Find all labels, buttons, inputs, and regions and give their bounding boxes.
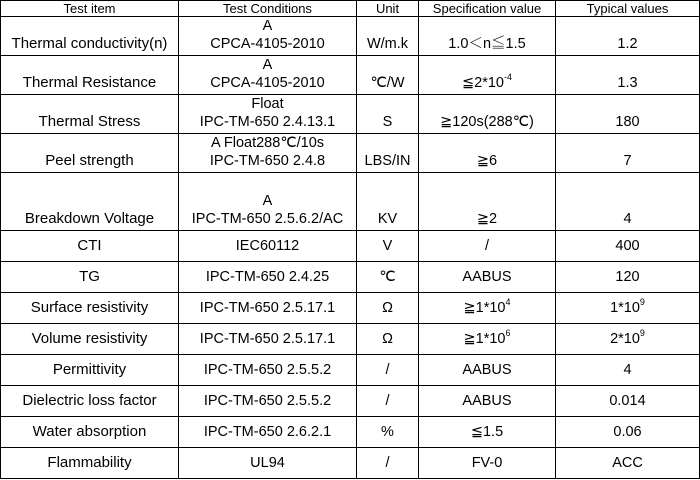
table-row bbox=[1, 262, 700, 293]
unit-label: Ω bbox=[382, 331, 393, 347]
test-conditions-cell bbox=[179, 95, 357, 134]
specification-exponent: 4 bbox=[505, 297, 511, 308]
specification-value: AABUS bbox=[462, 269, 512, 285]
test-item-label: Surface resistivity bbox=[30, 299, 149, 316]
test-condition-line: A Float288℃/10s bbox=[210, 135, 325, 151]
typical-value: 0.06 bbox=[613, 424, 642, 440]
specification-exponent: -4 bbox=[503, 72, 512, 83]
table-row bbox=[1, 293, 700, 324]
unit-label: KV bbox=[377, 211, 398, 227]
specification-value: 1.0＜n≦1.5 bbox=[448, 36, 526, 52]
test-item-label: Thermal Stress bbox=[38, 113, 141, 130]
test-item-cell bbox=[1, 386, 179, 417]
test-item-label: Volume resistivity bbox=[31, 330, 148, 347]
test-item-cell bbox=[1, 417, 179, 448]
test-item-label: CTI bbox=[77, 237, 102, 254]
test-conditions-cell bbox=[179, 324, 357, 355]
test-conditions-cell bbox=[179, 355, 357, 386]
unit-label: S bbox=[382, 114, 393, 130]
unit-label: ℃ bbox=[379, 269, 396, 285]
typical-value-cell bbox=[556, 262, 700, 293]
unit-cell bbox=[357, 293, 419, 324]
header-unit: Unit bbox=[357, 1, 419, 17]
typical-value: 1*10 bbox=[610, 300, 640, 316]
typical-value-cell bbox=[556, 173, 700, 231]
table-row bbox=[1, 231, 700, 262]
test-conditions-cell bbox=[179, 448, 357, 479]
specification-value-cell bbox=[419, 95, 556, 134]
unit-cell bbox=[357, 95, 419, 134]
test-conditions-cell bbox=[179, 173, 357, 231]
unit-label: / bbox=[385, 362, 390, 378]
test-item-cell bbox=[1, 262, 179, 293]
unit-label: % bbox=[381, 424, 394, 440]
specification-value: ≧6 bbox=[476, 153, 498, 169]
typical-value-cell bbox=[556, 324, 700, 355]
test-item-cell bbox=[1, 17, 179, 56]
test-item-label: Thermal Resistance bbox=[22, 74, 157, 91]
test-item-cell bbox=[1, 56, 179, 95]
test-condition-line: IPC-TM-650 2.5.5.2 bbox=[203, 393, 332, 409]
typical-exponent: 9 bbox=[639, 297, 645, 308]
header-test-conditions: Test Conditions bbox=[179, 1, 357, 17]
test-item-cell bbox=[1, 293, 179, 324]
test-item-cell bbox=[1, 231, 179, 262]
specification-value: ≦2*10 bbox=[461, 75, 504, 91]
test-item-cell bbox=[1, 95, 179, 134]
specification-value: AABUS bbox=[462, 393, 512, 409]
typical-value-cell bbox=[556, 355, 700, 386]
table-row bbox=[1, 17, 700, 56]
test-item-label: Flammability bbox=[47, 454, 132, 471]
header-row bbox=[1, 1, 700, 17]
test-condition-line: IPC-TM-650 2.5.17.1 bbox=[199, 331, 336, 347]
typical-exponent: 9 bbox=[639, 328, 645, 339]
test-item-cell bbox=[1, 355, 179, 386]
test-item-label: Peel strength bbox=[45, 152, 134, 169]
typical-value: 7 bbox=[623, 153, 632, 169]
specification-value-cell bbox=[419, 386, 556, 417]
test-condition-line: IPC-TM-650 2.6.2.1 bbox=[203, 424, 332, 440]
specification-value-cell bbox=[419, 324, 556, 355]
unit-label: / bbox=[385, 393, 390, 409]
test-conditions-cell bbox=[179, 231, 357, 262]
unit-label: / bbox=[385, 455, 390, 471]
typical-value: 1.3 bbox=[617, 75, 638, 91]
test-condition-line: IPC-TM-650 2.4.25 bbox=[205, 269, 330, 285]
test-condition-line: IPC-TM-650 2.5.17.1 bbox=[199, 300, 336, 316]
typical-value: 4 bbox=[623, 211, 632, 227]
specification-value: ≧120s(288℃) bbox=[440, 114, 534, 130]
header-test-item: Test item bbox=[1, 1, 179, 17]
typical-value-cell bbox=[556, 56, 700, 95]
typical-value: 400 bbox=[615, 238, 640, 254]
unit-cell bbox=[357, 417, 419, 448]
test-item-label: Water absorption bbox=[32, 423, 147, 440]
test-conditions-cell bbox=[179, 262, 357, 293]
table-row bbox=[1, 355, 700, 386]
test-conditions-cell bbox=[179, 417, 357, 448]
specification-value: FV-0 bbox=[471, 455, 503, 471]
table-row bbox=[1, 448, 700, 479]
specification-value: ≧2 bbox=[476, 211, 498, 227]
test-condition-line: IPC-TM-650 2.4.8 bbox=[209, 153, 326, 169]
test-conditions-cell bbox=[179, 293, 357, 324]
specification-value: / bbox=[484, 238, 490, 254]
test-condition-line: CPCA-4105-2010 bbox=[210, 75, 325, 91]
test-condition-line: Float bbox=[251, 96, 284, 112]
typical-value: 1.2 bbox=[617, 36, 638, 52]
specification-exponent: 6 bbox=[505, 328, 511, 339]
typical-value: 2*10 bbox=[610, 331, 640, 347]
test-condition-line: UL94 bbox=[250, 455, 285, 471]
header-typical-values: Typical values bbox=[556, 1, 700, 17]
test-item-cell bbox=[1, 324, 179, 355]
test-condition-line: A bbox=[262, 18, 273, 34]
unit-label: W/m.k bbox=[366, 36, 409, 52]
typical-value-cell bbox=[556, 448, 700, 479]
test-conditions-cell bbox=[179, 134, 357, 173]
table-header bbox=[1, 1, 700, 17]
specification-value-cell bbox=[419, 231, 556, 262]
unit-cell bbox=[357, 173, 419, 231]
unit-cell bbox=[357, 324, 419, 355]
typical-value: 120 bbox=[615, 269, 640, 285]
unit-cell bbox=[357, 17, 419, 56]
table-row bbox=[1, 173, 700, 231]
specification-value: ≧1*10 bbox=[463, 331, 506, 347]
typical-value: ACC bbox=[612, 455, 643, 471]
test-condition-line: IPC-TM-650 2.5.6.2/AC bbox=[191, 211, 344, 227]
table-row bbox=[1, 324, 700, 355]
test-conditions-cell bbox=[179, 17, 357, 56]
specification-value-cell bbox=[419, 448, 556, 479]
unit-label: Ω bbox=[382, 300, 393, 316]
unit-cell bbox=[357, 56, 419, 95]
table-row bbox=[1, 386, 700, 417]
unit-cell bbox=[357, 448, 419, 479]
test-item-label: Permittivity bbox=[52, 361, 127, 378]
test-item-cell bbox=[1, 134, 179, 173]
specification-value-cell bbox=[419, 134, 556, 173]
table-body bbox=[1, 17, 700, 479]
typical-value-cell bbox=[556, 417, 700, 448]
unit-cell bbox=[357, 134, 419, 173]
typical-value: 0.014 bbox=[609, 393, 646, 409]
specification-value-cell bbox=[419, 417, 556, 448]
unit-label: V bbox=[382, 238, 393, 254]
table-row bbox=[1, 417, 700, 448]
unit-label: ℃/W bbox=[370, 75, 405, 91]
typical-value-cell bbox=[556, 134, 700, 173]
test-item-cell bbox=[1, 448, 179, 479]
typical-value-cell bbox=[556, 231, 700, 262]
test-condition-line: IPC-TM-650 2.5.5.2 bbox=[203, 362, 332, 378]
specification-value-cell bbox=[419, 56, 556, 95]
unit-cell bbox=[357, 355, 419, 386]
test-item-label: Breakdown Voltage bbox=[24, 210, 155, 227]
unit-cell bbox=[357, 231, 419, 262]
test-condition-line: CPCA-4105-2010 bbox=[210, 36, 325, 52]
test-condition-line: A bbox=[262, 193, 273, 209]
specification-value-cell bbox=[419, 262, 556, 293]
test-item-label: Thermal conductivity(n) bbox=[11, 35, 168, 52]
table-row bbox=[1, 134, 700, 173]
unit-cell bbox=[357, 262, 419, 293]
test-condition-line: IEC60112 bbox=[235, 238, 300, 254]
typical-value: 180 bbox=[615, 114, 640, 130]
unit-label: LBS/IN bbox=[364, 153, 411, 169]
table-row bbox=[1, 56, 700, 95]
typical-value: 4 bbox=[623, 362, 632, 378]
test-condition-line: A bbox=[262, 57, 273, 73]
test-conditions-cell bbox=[179, 386, 357, 417]
typical-value-cell bbox=[556, 293, 700, 324]
unit-cell bbox=[357, 386, 419, 417]
test-conditions-cell bbox=[179, 56, 357, 95]
specification-value-cell bbox=[419, 355, 556, 386]
specification-value: ≦1.5 bbox=[470, 424, 504, 440]
test-item-cell bbox=[1, 173, 179, 231]
specification-value-cell bbox=[419, 17, 556, 56]
specification-value: ≧1*10 bbox=[463, 300, 506, 316]
test-item-label: Dielectric loss factor bbox=[22, 392, 157, 409]
table-row bbox=[1, 95, 700, 134]
typical-value-cell bbox=[556, 17, 700, 56]
typical-value-cell bbox=[556, 386, 700, 417]
specification-value: AABUS bbox=[462, 362, 512, 378]
typical-value-cell bbox=[556, 95, 700, 134]
test-item-label: TG bbox=[79, 268, 100, 285]
specification-value-cell bbox=[419, 173, 556, 231]
header-specification-value: Specification value bbox=[419, 1, 556, 17]
test-condition-line: IPC-TM-650 2.4.13.1 bbox=[199, 114, 336, 130]
specification-value-cell bbox=[419, 293, 556, 324]
